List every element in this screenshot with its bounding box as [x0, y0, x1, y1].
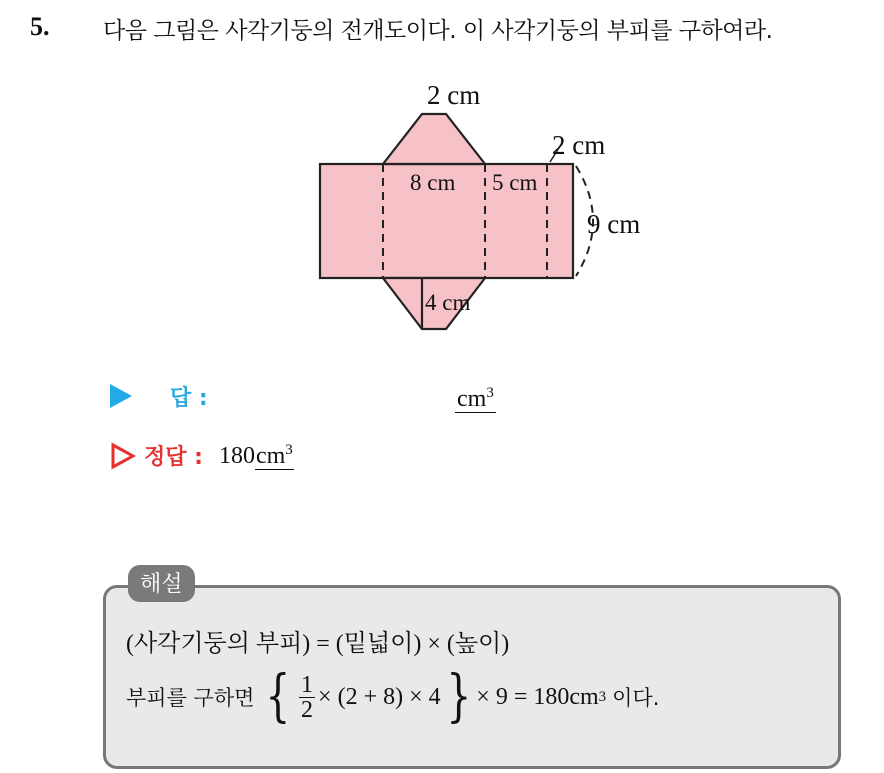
- expression-middle: × (2 + 8) × 4: [318, 683, 441, 710]
- answer-unit-exp: 3: [486, 385, 494, 401]
- correct-answer-row: [110, 440, 294, 471]
- label-4cm: 4 cm: [425, 290, 471, 315]
- label-top-2cm: 2 cm: [427, 80, 481, 110]
- question-number: 5.: [30, 12, 50, 41]
- label-5cm: 5 cm: [492, 170, 538, 195]
- outline-arrow-icon: [110, 442, 136, 470]
- expression-exp: 3: [598, 688, 607, 705]
- explanation-line-2: [126, 664, 659, 730]
- explanation-suffix: 이다.: [612, 686, 660, 710]
- correct-unit-text: cm: [255, 442, 286, 469]
- fraction-half: [299, 673, 315, 722]
- expression-end: × 9 = 180cm: [476, 683, 599, 710]
- correct-unit: [255, 443, 294, 470]
- fraction-numerator: 1: [301, 671, 314, 698]
- answer-label: 답 :: [170, 385, 208, 411]
- left-brace: {: [265, 664, 291, 729]
- correct-unit-exp: 3: [285, 441, 293, 458]
- label-9cm: 9 cm: [587, 209, 641, 239]
- prism-net-figure: [280, 78, 680, 338]
- label-8cm: 8 cm: [410, 170, 456, 195]
- play-arrow-icon: [110, 384, 132, 408]
- correct-answer-value: [219, 442, 294, 470]
- correct-number: 180: [218, 442, 255, 469]
- label-right-2cm: 2 cm: [552, 130, 606, 160]
- explanation-line-1: (사각기둥의 부피) = (밑넓이) × (높이): [126, 631, 510, 657]
- answer-row: [110, 378, 208, 414]
- explanation-tag: 해설: [128, 565, 195, 602]
- answer-unit: cm: [457, 386, 487, 412]
- correct-answer-label: 정답 :: [144, 445, 203, 470]
- answer-blank[interactable]: [455, 380, 496, 413]
- question-text: 다음 그림은 사각기둥의 전개도이다. 이 사각기둥의 부피를 구하여라.: [103, 18, 773, 44]
- explanation-prefix: 부피를 구하면: [126, 686, 255, 710]
- right-brace: }: [445, 664, 471, 729]
- fraction-denominator: 2: [301, 696, 314, 723]
